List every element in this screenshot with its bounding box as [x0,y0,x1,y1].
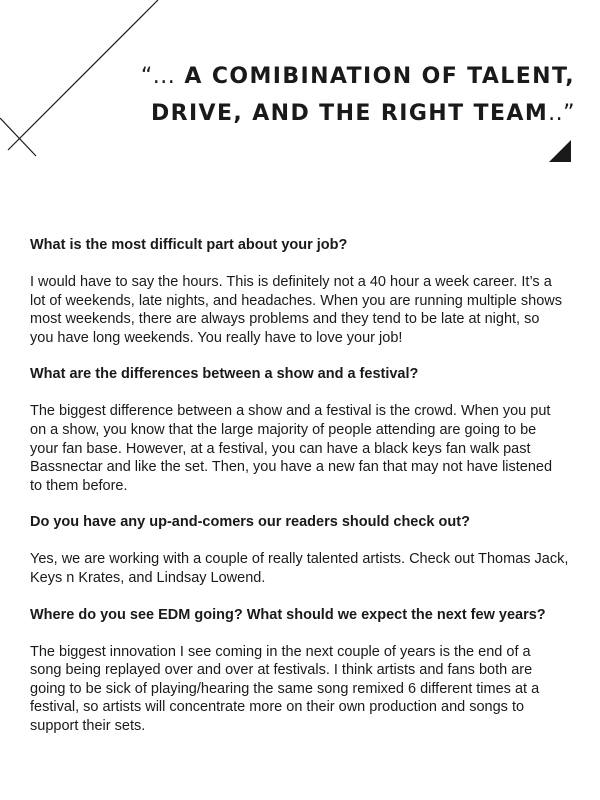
answer-3 [30,550,575,587]
answer-line: I would have to say the hours. This is definitely not a 40 hour a week career. It’s a [30,274,552,290]
answer-1 [30,273,575,347]
close-quote-mark: ..” [548,101,575,126]
answer-line: Yes, we are working with a couple of really talented artists. Check out Thomas Jack, [30,551,569,568]
answer-line: lot of weekends, late nights, and headaches. When you are running multiple shows [30,292,562,309]
answer-line: The biggest difference between a show and a festival is the crowd. When you put [30,403,551,420]
pull-quote-text-1: A COMIBINATION OF TALENT, [184,64,575,89]
question-1: What is the most difficult part about your job? [30,237,348,253]
open-quote-mark: “... [140,64,176,89]
pull-quote-text-2: DRIVE, AND THE RIGHT TEAM [150,101,549,126]
answer-line: festival, so artists will concentrate more on their own production and songs to [30,699,525,716]
answer-4 [30,643,575,736]
answer-line: your fan base. However, at a festival, you can have a black keys fan walk past [30,440,531,457]
question-4: Where do you see EDM going? What should we expect the next few years? [30,606,546,623]
pull-quote-line-2 [125,95,575,132]
question-3: Do you have any up-and-comers our readers should check out? [30,514,470,531]
answer-2 [30,402,575,495]
answer-line: The biggest innovation I see coming in the next couple of years is the end of a [30,643,531,660]
corner-triangle-icon [549,140,571,162]
answer-line: song being replayed over and over at festivals. I think artists and fans both are [30,662,533,679]
diagonal-line-short [0,118,36,156]
answer-line: support their sets. [30,717,146,734]
answer-line: going to be sick of playing/hearing the same song remixed 6 different times at a [30,680,540,697]
question-2: What are the differences between a show and a festival? [30,366,419,383]
answer-line: to them before. [30,477,128,494]
answer-line: most weekends, there are always problems and they tend to be late at night, so [30,311,540,328]
answer-line: on a show, you know that the large majority of people attending are going to be [30,421,537,438]
answer-line: Bassnectar and like the set. Then, you have a new fan that may not have listened [30,459,553,476]
answer-line: Keys n Krates, and Lindsay Lowend. [30,569,266,586]
interview-article [30,236,575,754]
pull-quote [125,58,575,132]
pull-quote-line-1 [125,58,575,95]
answer-line: you have long weekends. You really have to love your job! [30,329,403,346]
